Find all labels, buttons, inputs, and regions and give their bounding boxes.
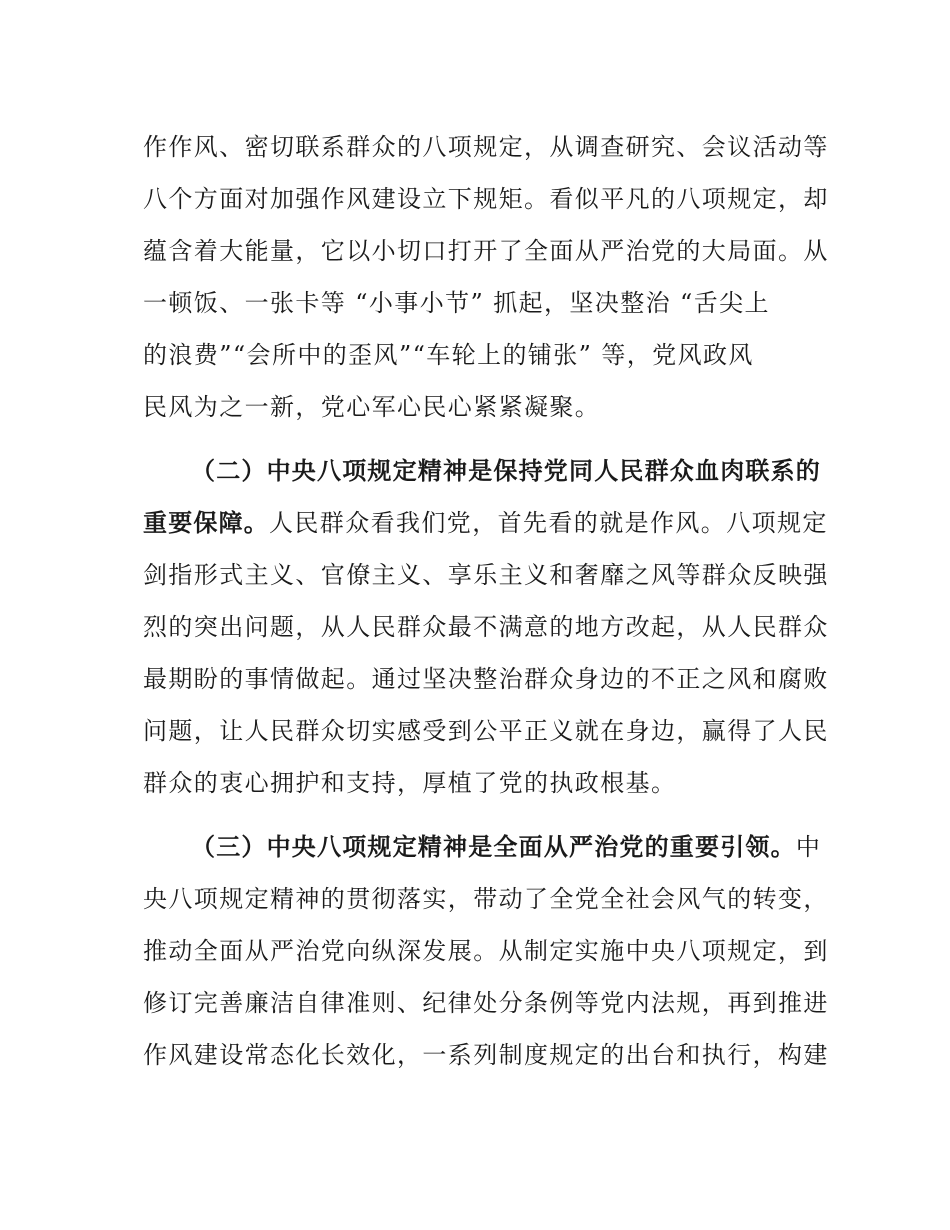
section-heading-3: （三）中央八项规定精神是全面从严治党的重要引领。 [191,833,796,861]
paragraph-1 [143,121,829,433]
paragraph-2 [143,445,829,809]
paragraph-line: 剑指形式主义、官僚主义、享乐主义和奢靡之风等群众反映强 [143,561,829,589]
paragraph-line: 民风为之一新，党心军心民心紧紧凝聚。 [143,393,601,421]
paragraph-line: 央八项规定精神的贯彻落实，带动了全党全社会风气的转变， [143,885,829,913]
section-heading-2: （二）中央八项规定精神是保持党同人民群众血肉联系的 [191,457,821,485]
paragraph-line: 推动全面从严治党向纵深发展。从制定实施中央八项规定，到 [143,937,829,965]
section-heading-2-end: 重要保障。 [143,509,269,537]
paragraph-line: 最期盼的事情做起。通过坚决整治群众身边的不正之风和腐败 [143,665,829,693]
paragraph-text: 中 [795,833,822,861]
paragraph-line: 群众的衷心拥护和支持，厚植了党的执政根基。 [143,769,677,797]
paragraph-line: 一顿饭、一张卡等 “小事小节” 抓起，坚决整治 “舌尖上 [143,289,770,317]
paragraph-spacer [143,809,811,821]
paragraph-line [143,497,828,549]
paragraph-line: 的浪费”“会所中的歪风”“车轮上的铺张” 等，党风政风 [143,341,754,369]
paragraph-line [143,821,822,873]
paragraph-3 [143,821,829,1081]
paragraph-line: 问题，让人民群众切实感受到公平正义就在身边，赢得了人民 [143,717,829,745]
paragraph-line: 修订完善廉洁自律准则、纪律处分条例等党内法规，再到推进 [143,989,829,1017]
paragraph-line: 作风建设常态化长效化，一系列制度规定的出台和执行，构建 [143,1041,829,1069]
paragraph-line: 蕴含着大能量，它以小切口打开了全面从严治党的大局面。从 [143,237,829,265]
document-body [143,121,829,1081]
paragraph-line: 烈的突出问题，从人民群众最不满意的地方改起，从人民群众 [143,613,829,641]
paragraph-line: 作作风、密切联系群众的八项规定，从调查研究、会议活动等 [143,133,829,161]
paragraph-spacer [143,433,811,445]
paragraph-text: 人民群众看我们党，首先看的就是作风。八项规定 [269,509,828,537]
paragraph-line: 八个方面对加强作风建设立下规矩。看似平凡的八项规定，却 [143,185,829,213]
